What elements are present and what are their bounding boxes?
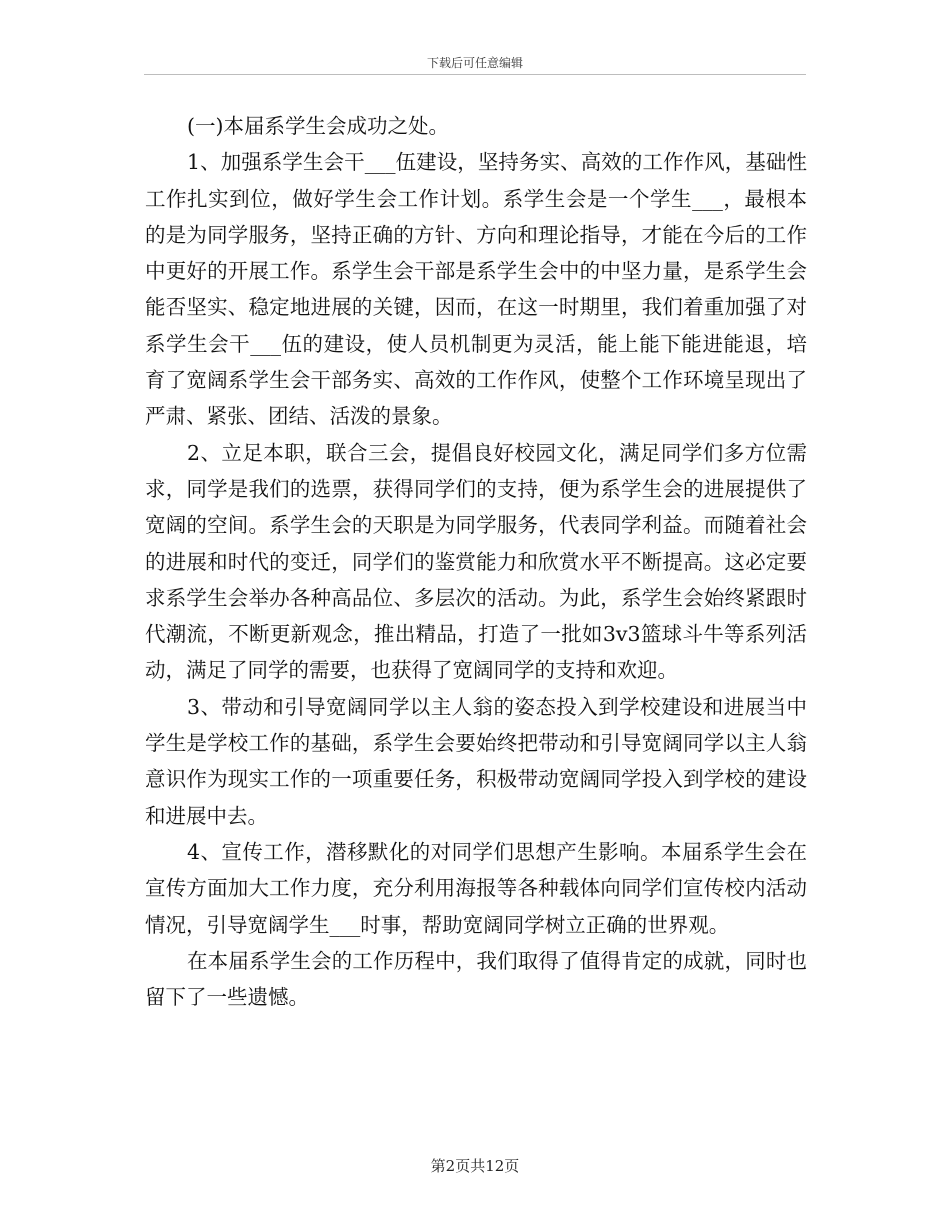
paragraph-4: 4、宣传工作，潜移默化的对同学们思想产生影响。本届系学生会在宣传方面加大工作力度，充分利用海报等各种载体向同学们宣传校内活动情况，引导宽阔学生___时事，帮助宽阔同学树立正确的世界观。: [145, 839, 807, 937]
page-number: 第2页共12页: [430, 1157, 520, 1175]
header-divider: [144, 74, 806, 75]
page-header: 下载后可任意编辑: [426, 56, 523, 70]
paragraph-5: 在本届系学生会的工作历程中，我们取得了值得肯定的成就，同时也留下了一些遗憾。: [145, 948, 807, 1010]
document-body: [145, 108, 807, 1015]
section-heading: (一)本届系学生会成功之处。: [187, 114, 449, 138]
paragraph-3: 3、带动和引导宽阔同学以主人翁的姿态投入到学校建设和进展当中学生是学校工作的基础，系学生会要始终把带动和引导宽阔同学以主人翁意识作为现实工作的一项重要任务，积极带动宽阔同学投入到学校的建设和进展中去。: [145, 694, 807, 828]
paragraph-1: 1、加强系学生会干___伍建设，坚持务实、高效的工作作风，基础性工作扎实到位，做好学生会工作计划。系学生会是一个学生___，最根本的是为同学服务，坚持正确的方针、方向和理论指导，才能在今后的工作中更好的开展工作。系学生会干部是系学生会中的中坚力量，是系学生会能否坚实、稳定地进展的关键，因而，在这一时期里，我们着重加强了对系学生会干___伍的建设，使人员机制更为灵活，能上能下能进能退，培育了宽阔系学生会干部务实、高效的工作作风，使整个工作环境呈现出了严肃、紧张、团结、活泼的景象。: [145, 150, 807, 429]
paragraph-2: 2、立足本职，联合三会，提倡良好校园文化，满足同学们多方位需求，同学是我们的选票，获得同学们的支持，便为系学生会的进展提供了宽阔的空间。系学生会的天职是为同学服务，代表同学利益。而随着社会的进展和时代的变迁，同学们的鉴赏能力和欣赏水平不断提高。这必定要求系学生会举办各种高品位、多层次的活动。为此，系学生会始终紧跟时代潮流，不断更新观念，推出精品，打造了一批如3v3篮球斗牛等系列活动，满足了同学的需要，也获得了宽阔同学的支持和欢迎。: [145, 440, 807, 683]
